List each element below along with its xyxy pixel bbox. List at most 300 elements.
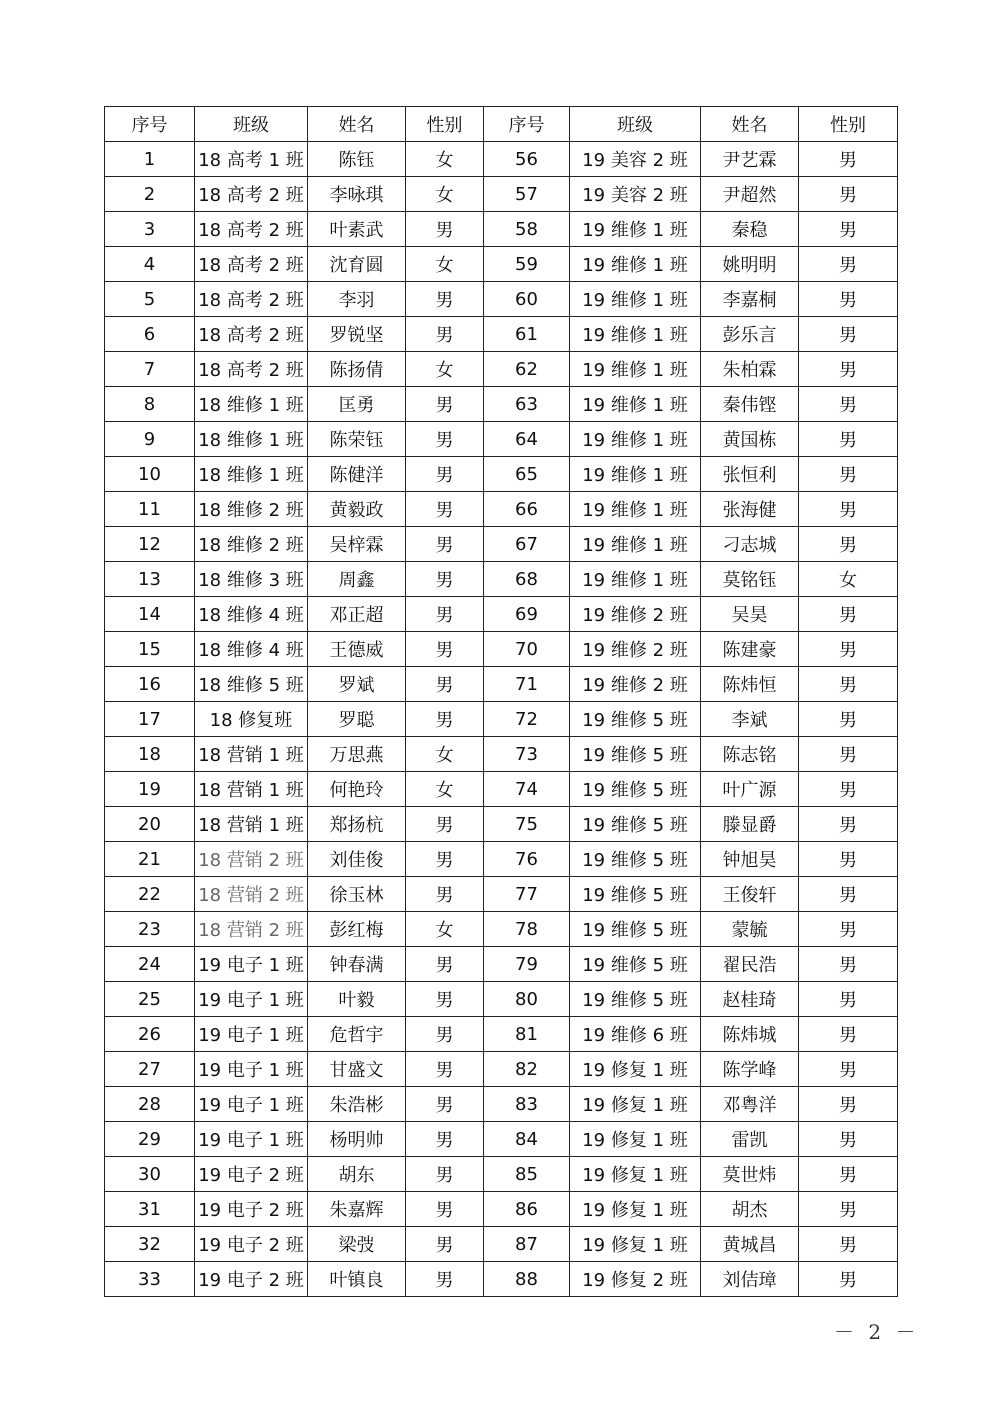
cell-name-left: 胡东 <box>308 1157 406 1192</box>
cell-seq-right: 81 <box>484 1017 570 1052</box>
cell-class-left: 18 高考 1 班 <box>195 142 308 177</box>
cell-class-left: 18 修复班 <box>195 702 308 737</box>
cell-class-left: 19 电子 2 班 <box>195 1192 308 1227</box>
cell-seq-left: 13 <box>105 562 195 597</box>
cell-class-right: 19 维修 1 班 <box>570 352 701 387</box>
cell-gender-left: 男 <box>406 1262 484 1297</box>
table-row <box>105 562 898 597</box>
cell-gender-right: 男 <box>799 737 898 772</box>
table-row <box>105 1262 898 1297</box>
cell-class-right: 19 维修 1 班 <box>570 492 701 527</box>
student-roster-table <box>104 106 898 1297</box>
cell-seq-right: 77 <box>484 877 570 912</box>
cell-name-right: 蒙毓 <box>701 912 799 947</box>
cell-name-right: 朱柏霖 <box>701 352 799 387</box>
table-row <box>105 247 898 282</box>
cell-name-left: 郑扬杭 <box>308 807 406 842</box>
cell-seq-right: 59 <box>484 247 570 282</box>
table-row <box>105 212 898 247</box>
cell-class-left: 18 高考 2 班 <box>195 177 308 212</box>
table-row <box>105 457 898 492</box>
cell-name-right: 邓粤洋 <box>701 1087 799 1122</box>
cell-gender-left: 男 <box>406 947 484 982</box>
cell-seq-left: 10 <box>105 457 195 492</box>
cell-name-right: 钟旭昊 <box>701 842 799 877</box>
cell-name-right: 尹超然 <box>701 177 799 212</box>
cell-name-left: 罗聪 <box>308 702 406 737</box>
cell-name-right: 陈学峰 <box>701 1052 799 1087</box>
cell-class-left: 18 维修 4 班 <box>195 632 308 667</box>
cell-seq-right: 58 <box>484 212 570 247</box>
cell-class-left: 18 维修 3 班 <box>195 562 308 597</box>
cell-gender-right: 男 <box>799 177 898 212</box>
cell-gender-right: 男 <box>799 807 898 842</box>
cell-class-left: 19 电子 2 班 <box>195 1262 308 1297</box>
table-row <box>105 1192 898 1227</box>
cell-seq-left: 30 <box>105 1157 195 1192</box>
cell-name-left: 叶素武 <box>308 212 406 247</box>
header-class-right: 班级 <box>570 107 701 142</box>
cell-class-right: 19 修复 1 班 <box>570 1087 701 1122</box>
table-row <box>105 1017 898 1052</box>
cell-class-right: 19 维修 5 班 <box>570 702 701 737</box>
table-row <box>105 387 898 422</box>
cell-gender-left: 男 <box>406 982 484 1017</box>
cell-gender-right: 男 <box>799 457 898 492</box>
cell-gender-right: 男 <box>799 247 898 282</box>
cell-name-left: 周鑫 <box>308 562 406 597</box>
cell-gender-left: 女 <box>406 247 484 282</box>
cell-gender-left: 女 <box>406 142 484 177</box>
table-row <box>105 982 898 1017</box>
cell-gender-right: 男 <box>799 142 898 177</box>
table-row <box>105 1157 898 1192</box>
cell-seq-right: 74 <box>484 772 570 807</box>
cell-seq-right: 62 <box>484 352 570 387</box>
table-row <box>105 1122 898 1157</box>
table-row <box>105 527 898 562</box>
cell-seq-left: 21 <box>105 842 195 877</box>
cell-gender-right: 男 <box>799 527 898 562</box>
cell-name-right: 莫铭钰 <box>701 562 799 597</box>
cell-seq-right: 57 <box>484 177 570 212</box>
cell-name-right: 陈炜城 <box>701 1017 799 1052</box>
cell-seq-right: 73 <box>484 737 570 772</box>
cell-name-right: 刁志城 <box>701 527 799 562</box>
cell-seq-right: 86 <box>484 1192 570 1227</box>
cell-name-left: 陈健洋 <box>308 457 406 492</box>
table-row <box>105 737 898 772</box>
cell-gender-left: 男 <box>406 492 484 527</box>
cell-class-right: 19 维修 2 班 <box>570 597 701 632</box>
cell-name-right: 黄国栋 <box>701 422 799 457</box>
cell-name-left: 沈育圆 <box>308 247 406 282</box>
cell-name-right: 翟民浩 <box>701 947 799 982</box>
cell-gender-left: 男 <box>406 457 484 492</box>
cell-gender-left: 男 <box>406 1192 484 1227</box>
cell-seq-right: 63 <box>484 387 570 422</box>
header-gender-left: 性别 <box>406 107 484 142</box>
cell-class-right: 19 维修 5 班 <box>570 982 701 1017</box>
cell-class-right: 19 修复 1 班 <box>570 1227 701 1262</box>
cell-gender-right: 男 <box>799 1017 898 1052</box>
cell-name-right: 叶广源 <box>701 772 799 807</box>
cell-name-left: 刘佳俊 <box>308 842 406 877</box>
cell-gender-right: 男 <box>799 492 898 527</box>
cell-class-left: 18 营销 2 班 <box>195 842 308 877</box>
cell-gender-right: 男 <box>799 282 898 317</box>
cell-name-left: 王德威 <box>308 632 406 667</box>
cell-gender-right: 男 <box>799 212 898 247</box>
cell-seq-left: 7 <box>105 352 195 387</box>
cell-class-right: 19 修复 2 班 <box>570 1262 701 1297</box>
cell-class-left: 19 电子 1 班 <box>195 1087 308 1122</box>
cell-class-right: 19 维修 1 班 <box>570 282 701 317</box>
cell-gender-right: 男 <box>799 842 898 877</box>
cell-class-right: 19 维修 1 班 <box>570 562 701 597</box>
cell-gender-left: 男 <box>406 212 484 247</box>
cell-class-left: 18 维修 4 班 <box>195 597 308 632</box>
header-seq-left: 序号 <box>105 107 195 142</box>
cell-class-right: 19 维修 1 班 <box>570 457 701 492</box>
cell-gender-left: 男 <box>406 702 484 737</box>
cell-gender-right: 男 <box>799 982 898 1017</box>
cell-class-left: 19 电子 1 班 <box>195 1052 308 1087</box>
cell-seq-left: 3 <box>105 212 195 247</box>
table-row <box>105 1087 898 1122</box>
cell-class-right: 19 维修 5 班 <box>570 737 701 772</box>
cell-class-right: 19 维修 1 班 <box>570 212 701 247</box>
cell-seq-right: 71 <box>484 667 570 702</box>
cell-class-left: 19 电子 2 班 <box>195 1157 308 1192</box>
cell-name-left: 彭红梅 <box>308 912 406 947</box>
cell-gender-right: 男 <box>799 912 898 947</box>
cell-gender-right: 男 <box>799 387 898 422</box>
cell-name-left: 何艳玲 <box>308 772 406 807</box>
cell-class-right: 19 维修 5 班 <box>570 772 701 807</box>
cell-gender-left: 男 <box>406 1017 484 1052</box>
cell-class-right: 19 修复 1 班 <box>570 1192 701 1227</box>
cell-seq-right: 85 <box>484 1157 570 1192</box>
cell-class-left: 18 维修 1 班 <box>195 457 308 492</box>
cell-seq-right: 70 <box>484 632 570 667</box>
cell-seq-left: 31 <box>105 1192 195 1227</box>
cell-name-right: 李嘉桐 <box>701 282 799 317</box>
cell-name-right: 秦稳 <box>701 212 799 247</box>
cell-seq-right: 65 <box>484 457 570 492</box>
cell-gender-left: 女 <box>406 177 484 212</box>
cell-class-left: 18 维修 5 班 <box>195 667 308 702</box>
cell-seq-left: 29 <box>105 1122 195 1157</box>
cell-seq-left: 22 <box>105 877 195 912</box>
cell-seq-left: 27 <box>105 1052 195 1087</box>
cell-name-left: 钟春满 <box>308 947 406 982</box>
cell-class-right: 19 维修 1 班 <box>570 422 701 457</box>
cell-class-right: 19 修复 1 班 <box>570 1122 701 1157</box>
table-row <box>105 282 898 317</box>
cell-gender-left: 女 <box>406 352 484 387</box>
cell-seq-left: 1 <box>105 142 195 177</box>
cell-name-left: 危哲宇 <box>308 1017 406 1052</box>
cell-name-left: 陈荣钰 <box>308 422 406 457</box>
cell-seq-left: 6 <box>105 317 195 352</box>
cell-gender-right: 女 <box>799 562 898 597</box>
cell-name-right: 赵桂琦 <box>701 982 799 1017</box>
cell-gender-left: 男 <box>406 422 484 457</box>
cell-gender-right: 男 <box>799 422 898 457</box>
cell-name-right: 张海健 <box>701 492 799 527</box>
cell-seq-left: 16 <box>105 667 195 702</box>
cell-name-left: 杨明帅 <box>308 1122 406 1157</box>
cell-class-right: 19 维修 5 班 <box>570 947 701 982</box>
table-row <box>105 142 898 177</box>
cell-name-right: 吴昊 <box>701 597 799 632</box>
cell-seq-left: 28 <box>105 1087 195 1122</box>
cell-gender-right: 男 <box>799 1192 898 1227</box>
cell-seq-left: 17 <box>105 702 195 737</box>
cell-class-left: 19 电子 1 班 <box>195 1122 308 1157</box>
table-row <box>105 667 898 702</box>
cell-name-right: 张恒利 <box>701 457 799 492</box>
cell-class-left: 18 高考 2 班 <box>195 247 308 282</box>
cell-gender-right: 男 <box>799 1052 898 1087</box>
cell-seq-right: 64 <box>484 422 570 457</box>
cell-seq-right: 82 <box>484 1052 570 1087</box>
cell-gender-left: 男 <box>406 1052 484 1087</box>
cell-seq-left: 25 <box>105 982 195 1017</box>
cell-gender-left: 男 <box>406 387 484 422</box>
cell-seq-left: 14 <box>105 597 195 632</box>
cell-gender-left: 女 <box>406 772 484 807</box>
cell-seq-left: 24 <box>105 947 195 982</box>
cell-class-right: 19 美容 2 班 <box>570 177 701 212</box>
table-body <box>105 142 898 1297</box>
cell-class-left: 19 电子 1 班 <box>195 947 308 982</box>
cell-name-left: 朱嘉辉 <box>308 1192 406 1227</box>
cell-name-left: 匡勇 <box>308 387 406 422</box>
cell-class-left: 18 高考 2 班 <box>195 317 308 352</box>
cell-seq-left: 12 <box>105 527 195 562</box>
cell-name-left: 梁弢 <box>308 1227 406 1262</box>
header-gender-right: 性别 <box>799 107 898 142</box>
cell-class-left: 18 高考 2 班 <box>195 352 308 387</box>
cell-class-left: 19 电子 1 班 <box>195 982 308 1017</box>
cell-gender-left: 男 <box>406 1227 484 1262</box>
table-row <box>105 1052 898 1087</box>
cell-name-left: 李羽 <box>308 282 406 317</box>
cell-gender-left: 男 <box>406 597 484 632</box>
cell-class-right: 19 维修 1 班 <box>570 317 701 352</box>
cell-name-right: 陈志铭 <box>701 737 799 772</box>
cell-seq-right: 84 <box>484 1122 570 1157</box>
header-name-left: 姓名 <box>308 107 406 142</box>
cell-name-left: 陈钰 <box>308 142 406 177</box>
cell-gender-left: 男 <box>406 632 484 667</box>
cell-seq-left: 8 <box>105 387 195 422</box>
cell-name-left: 罗锐坚 <box>308 317 406 352</box>
cell-name-right: 滕显爵 <box>701 807 799 842</box>
cell-gender-left: 男 <box>406 527 484 562</box>
cell-class-right: 19 维修 1 班 <box>570 387 701 422</box>
table-row <box>105 1227 898 1262</box>
cell-class-left: 19 电子 1 班 <box>195 1017 308 1052</box>
cell-class-right: 19 维修 6 班 <box>570 1017 701 1052</box>
table-row <box>105 597 898 632</box>
cell-gender-right: 男 <box>799 877 898 912</box>
cell-class-left: 18 营销 2 班 <box>195 877 308 912</box>
cell-name-left: 李咏琪 <box>308 177 406 212</box>
cell-gender-left: 男 <box>406 667 484 702</box>
cell-gender-right: 男 <box>799 1262 898 1297</box>
cell-seq-left: 4 <box>105 247 195 282</box>
cell-gender-right: 男 <box>799 317 898 352</box>
cell-name-left: 邓正超 <box>308 597 406 632</box>
cell-seq-right: 67 <box>484 527 570 562</box>
cell-seq-right: 72 <box>484 702 570 737</box>
table-row <box>105 877 898 912</box>
cell-class-left: 19 电子 2 班 <box>195 1227 308 1262</box>
cell-gender-right: 男 <box>799 947 898 982</box>
cell-gender-right: 男 <box>799 352 898 387</box>
cell-class-left: 18 维修 1 班 <box>195 387 308 422</box>
cell-name-left: 万思燕 <box>308 737 406 772</box>
cell-class-right: 19 维修 5 班 <box>570 877 701 912</box>
cell-gender-left: 男 <box>406 317 484 352</box>
cell-name-right: 雷凯 <box>701 1122 799 1157</box>
cell-seq-right: 69 <box>484 597 570 632</box>
cell-seq-right: 75 <box>484 807 570 842</box>
header-seq-right: 序号 <box>484 107 570 142</box>
cell-gender-right: 男 <box>799 1087 898 1122</box>
cell-name-right: 莫世炜 <box>701 1157 799 1192</box>
table-row <box>105 422 898 457</box>
cell-name-right: 陈炜恒 <box>701 667 799 702</box>
cell-name-left: 黄毅政 <box>308 492 406 527</box>
cell-class-right: 19 维修 5 班 <box>570 807 701 842</box>
cell-seq-right: 88 <box>484 1262 570 1297</box>
cell-gender-right: 男 <box>799 1227 898 1262</box>
cell-seq-right: 78 <box>484 912 570 947</box>
cell-name-right: 王俊轩 <box>701 877 799 912</box>
cell-name-right: 姚明明 <box>701 247 799 282</box>
cell-name-right: 李斌 <box>701 702 799 737</box>
cell-class-left: 18 维修 1 班 <box>195 422 308 457</box>
cell-name-left: 叶毅 <box>308 982 406 1017</box>
cell-seq-left: 33 <box>105 1262 195 1297</box>
cell-class-left: 18 维修 2 班 <box>195 527 308 562</box>
cell-name-right: 黄城昌 <box>701 1227 799 1262</box>
cell-name-left: 徐玉林 <box>308 877 406 912</box>
cell-seq-right: 79 <box>484 947 570 982</box>
cell-seq-right: 66 <box>484 492 570 527</box>
cell-class-left: 18 营销 1 班 <box>195 807 308 842</box>
cell-class-right: 19 维修 1 班 <box>570 247 701 282</box>
cell-seq-left: 26 <box>105 1017 195 1052</box>
cell-name-right: 秦伟铿 <box>701 387 799 422</box>
cell-class-right: 19 维修 2 班 <box>570 632 701 667</box>
cell-gender-right: 男 <box>799 772 898 807</box>
cell-seq-left: 20 <box>105 807 195 842</box>
cell-name-right: 刘佶璋 <box>701 1262 799 1297</box>
table-row <box>105 842 898 877</box>
cell-name-left: 陈扬倩 <box>308 352 406 387</box>
cell-name-right: 胡杰 <box>701 1192 799 1227</box>
cell-gender-right: 男 <box>799 1157 898 1192</box>
cell-seq-left: 9 <box>105 422 195 457</box>
table-row <box>105 492 898 527</box>
cell-class-left: 18 营销 1 班 <box>195 737 308 772</box>
cell-gender-left: 男 <box>406 877 484 912</box>
cell-seq-right: 76 <box>484 842 570 877</box>
cell-class-left: 18 高考 2 班 <box>195 282 308 317</box>
cell-class-left: 18 维修 2 班 <box>195 492 308 527</box>
cell-gender-left: 男 <box>406 842 484 877</box>
cell-class-right: 19 修复 1 班 <box>570 1157 701 1192</box>
cell-gender-left: 男 <box>406 562 484 597</box>
cell-class-left: 18 高考 2 班 <box>195 212 308 247</box>
header-class-left: 班级 <box>195 107 308 142</box>
table-row <box>105 177 898 212</box>
cell-seq-left: 23 <box>105 912 195 947</box>
cell-seq-right: 80 <box>484 982 570 1017</box>
cell-class-left: 18 营销 1 班 <box>195 772 308 807</box>
cell-seq-right: 61 <box>484 317 570 352</box>
cell-name-left: 甘盛文 <box>308 1052 406 1087</box>
cell-class-left: 18 营销 2 班 <box>195 912 308 947</box>
table-row <box>105 702 898 737</box>
cell-gender-right: 男 <box>799 597 898 632</box>
table-row <box>105 352 898 387</box>
cell-seq-left: 18 <box>105 737 195 772</box>
cell-seq-right: 60 <box>484 282 570 317</box>
cell-gender-left: 男 <box>406 807 484 842</box>
table-row <box>105 317 898 352</box>
cell-name-left: 朱浩彬 <box>308 1087 406 1122</box>
cell-gender-right: 男 <box>799 632 898 667</box>
cell-name-right: 尹艺霖 <box>701 142 799 177</box>
cell-name-left: 吴梓霖 <box>308 527 406 562</box>
cell-seq-left: 11 <box>105 492 195 527</box>
cell-seq-right: 87 <box>484 1227 570 1262</box>
cell-name-right: 陈建豪 <box>701 632 799 667</box>
cell-gender-right: 男 <box>799 667 898 702</box>
cell-gender-right: 男 <box>799 1122 898 1157</box>
cell-gender-left: 女 <box>406 912 484 947</box>
cell-gender-left: 男 <box>406 282 484 317</box>
cell-class-right: 19 维修 2 班 <box>570 667 701 702</box>
cell-seq-left: 15 <box>105 632 195 667</box>
table-row <box>105 772 898 807</box>
table-row <box>105 947 898 982</box>
table-row <box>105 807 898 842</box>
cell-seq-left: 5 <box>105 282 195 317</box>
cell-name-right: 彭乐言 <box>701 317 799 352</box>
cell-seq-left: 2 <box>105 177 195 212</box>
cell-gender-left: 女 <box>406 737 484 772</box>
cell-gender-left: 男 <box>406 1122 484 1157</box>
cell-seq-left: 32 <box>105 1227 195 1262</box>
cell-class-right: 19 维修 5 班 <box>570 912 701 947</box>
page-number: － 2 － <box>834 1320 920 1344</box>
cell-name-left: 叶镇良 <box>308 1262 406 1297</box>
cell-class-right: 19 维修 1 班 <box>570 527 701 562</box>
cell-seq-right: 83 <box>484 1087 570 1122</box>
cell-gender-left: 男 <box>406 1087 484 1122</box>
cell-gender-left: 男 <box>406 1157 484 1192</box>
cell-seq-left: 19 <box>105 772 195 807</box>
table-row <box>105 912 898 947</box>
table-row <box>105 632 898 667</box>
